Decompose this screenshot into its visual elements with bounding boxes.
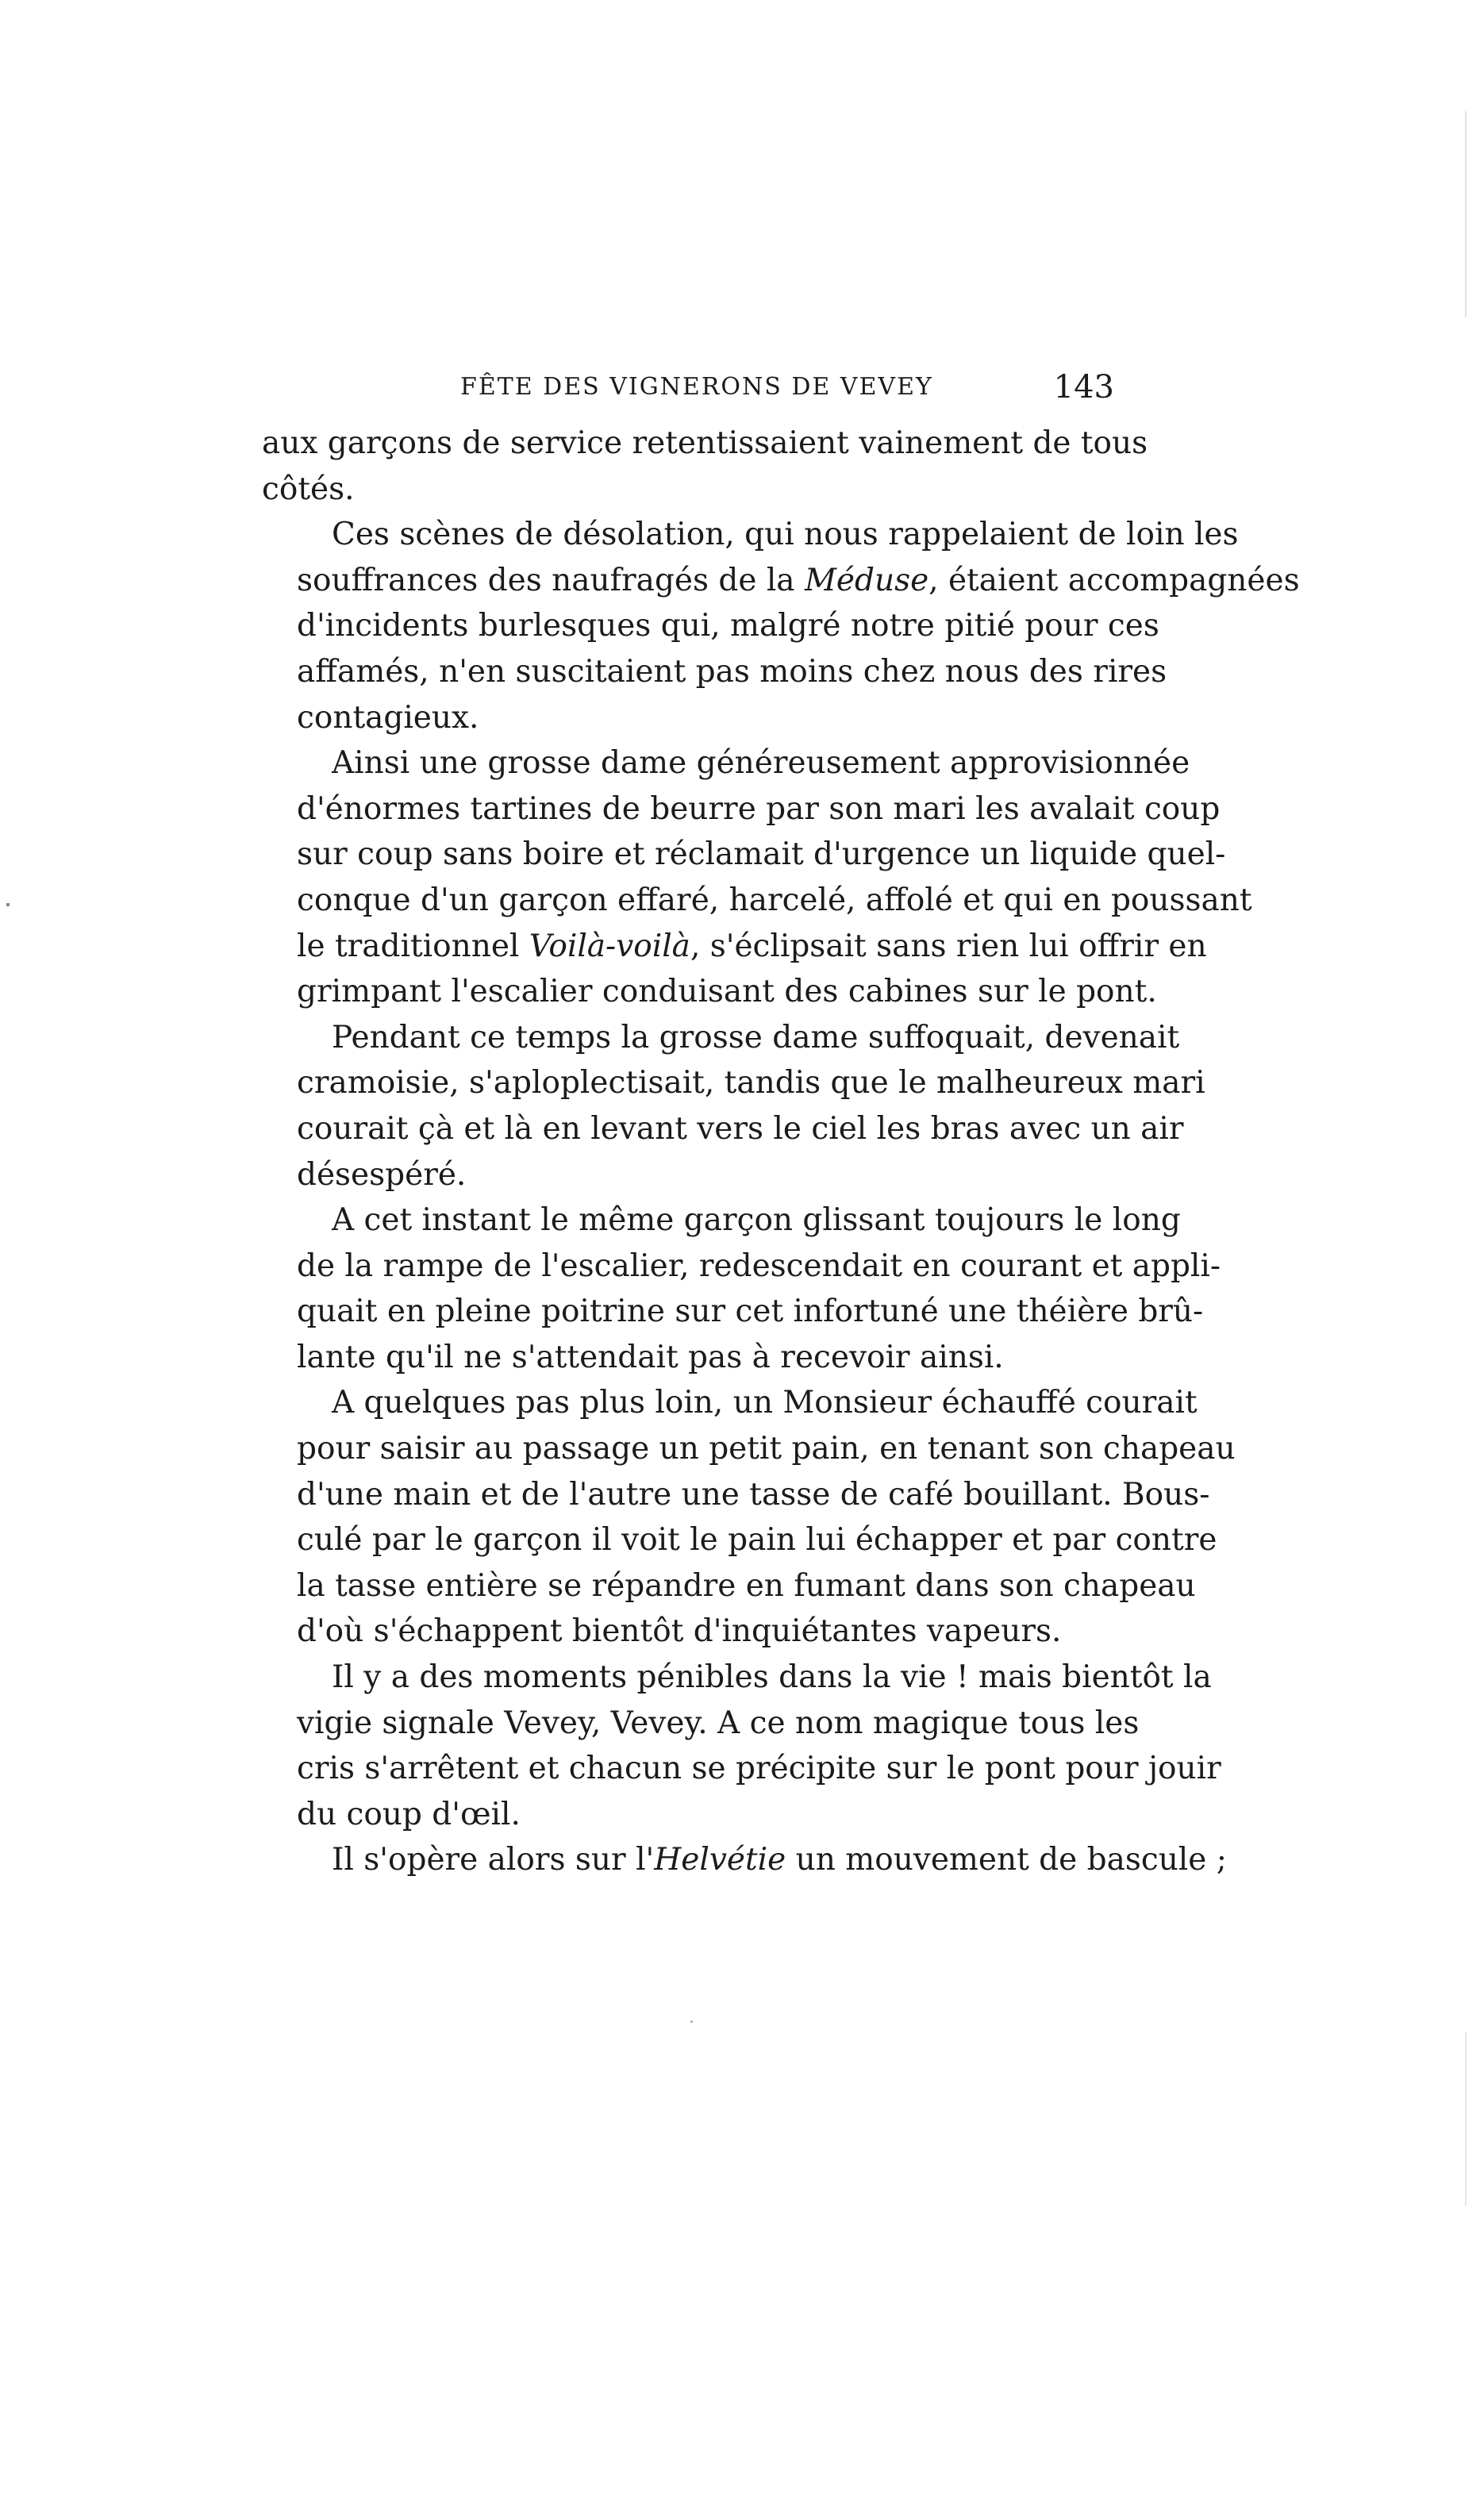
- text-line: désespéré.: [297, 1156, 467, 1193]
- scan-edge-mark: [1465, 2032, 1467, 2206]
- text-line: cris s'arrêtent et chacun se précipite sur le pont pour jouir: [297, 1751, 1221, 1787]
- text-line: d'énormes tartines de beurre par son mari les avalait coup: [297, 790, 1221, 827]
- text-line: Ainsi une grosse dame généreusement approvisionnée: [332, 745, 1190, 782]
- page-number: 143: [1053, 369, 1114, 406]
- scan-speck: [690, 2020, 693, 2023]
- text-line: conque d'un garçon effaré, harcelé, affolé et qui en poussant: [297, 882, 1252, 918]
- text-line: le traditionnel Voilà-voilà, s'éclipsait sans rien lui offrir en: [297, 928, 1207, 964]
- text-line: du coup d'œil.: [297, 1796, 521, 1832]
- paragraph: [262, 512, 1300, 740]
- text-line: A quelques pas plus loin, un Monsieur échauffé courait: [332, 1385, 1198, 1421]
- running-title: FÊTE DES VIGNERONS DE VEVEY: [460, 373, 933, 401]
- text-line: Pendant ce temps la grosse dame suffoquait, devenait: [332, 1019, 1180, 1055]
- paragraph: [262, 1198, 1221, 1380]
- paragraph: [262, 1380, 1236, 1655]
- text-line: grimpant l'escalier conduisant des cabines sur le pont.: [297, 974, 1157, 1010]
- text-line: aux garçons de service retentissaient vainement de tous: [262, 425, 1148, 461]
- text-line: côtés.: [262, 471, 355, 507]
- paragraph: [262, 1655, 1221, 1837]
- body-text: [262, 421, 1300, 1883]
- text-line: de la rampe de l'escalier, redescendait en courant et appli-: [297, 1248, 1221, 1284]
- text-line: vigie signale Vevey, Vevey. A ce nom magique tous les: [297, 1705, 1140, 1741]
- text-line: contagieux.: [297, 699, 479, 736]
- scan-edge-mark: [1465, 111, 1467, 317]
- text-line: cramoisie, s'aploplectisait, tandis que le malheureux mari: [297, 1065, 1205, 1101]
- text-line: affamés, n'en suscitaient pas moins chez nous des rires: [297, 653, 1167, 690]
- text-line: la tasse entière se répandre en fumant dans son chapeau: [297, 1567, 1196, 1604]
- paragraph: [262, 740, 1252, 1015]
- scan-speck: [6, 903, 10, 906]
- paragraph: [262, 1837, 1227, 1883]
- text-line: souffrances des naufragés de la Méduse, étaient accompagnées: [297, 562, 1300, 598]
- text-line: Il s'opère alors sur l'Helvétie un mouvement de bascule ;: [332, 1842, 1227, 1878]
- text-line: Ces scènes de désolation, qui nous rappelaient de loin les: [332, 517, 1239, 553]
- paragraph: [262, 421, 1148, 512]
- text-line: courait çà et là en levant vers le ciel les bras avec un air: [297, 1110, 1184, 1147]
- text-line: quait en pleine poitrine sur cet infortuné une théière brû-: [297, 1294, 1204, 1330]
- text-line: Il y a des moments pénibles dans la vie ! mais bientôt la: [332, 1659, 1212, 1696]
- text-line: d'une main et de l'autre une tasse de café bouillant. Bous-: [297, 1476, 1210, 1513]
- text-line: A cet instant le même garçon glissant toujours le long: [332, 1202, 1181, 1239]
- text-line: pour saisir au passage un petit pain, en tenant son chapeau: [297, 1431, 1236, 1467]
- text-line: culé par le garçon il voit le pain lui échapper et par contre: [297, 1522, 1217, 1559]
- text-line: d'incidents burlesques qui, malgré notre pitié pour ces: [297, 608, 1159, 644]
- text-line: lante qu'il ne s'attendait pas à recevoir ainsi.: [297, 1339, 1004, 1375]
- text-line: d'où s'échappent bientôt d'inquiétantes vapeurs.: [297, 1613, 1062, 1650]
- text-line: sur coup sans boire et réclamait d'urgence un liquide quel-: [297, 836, 1226, 873]
- running-head: [262, 363, 1114, 411]
- paragraph: [262, 1015, 1205, 1198]
